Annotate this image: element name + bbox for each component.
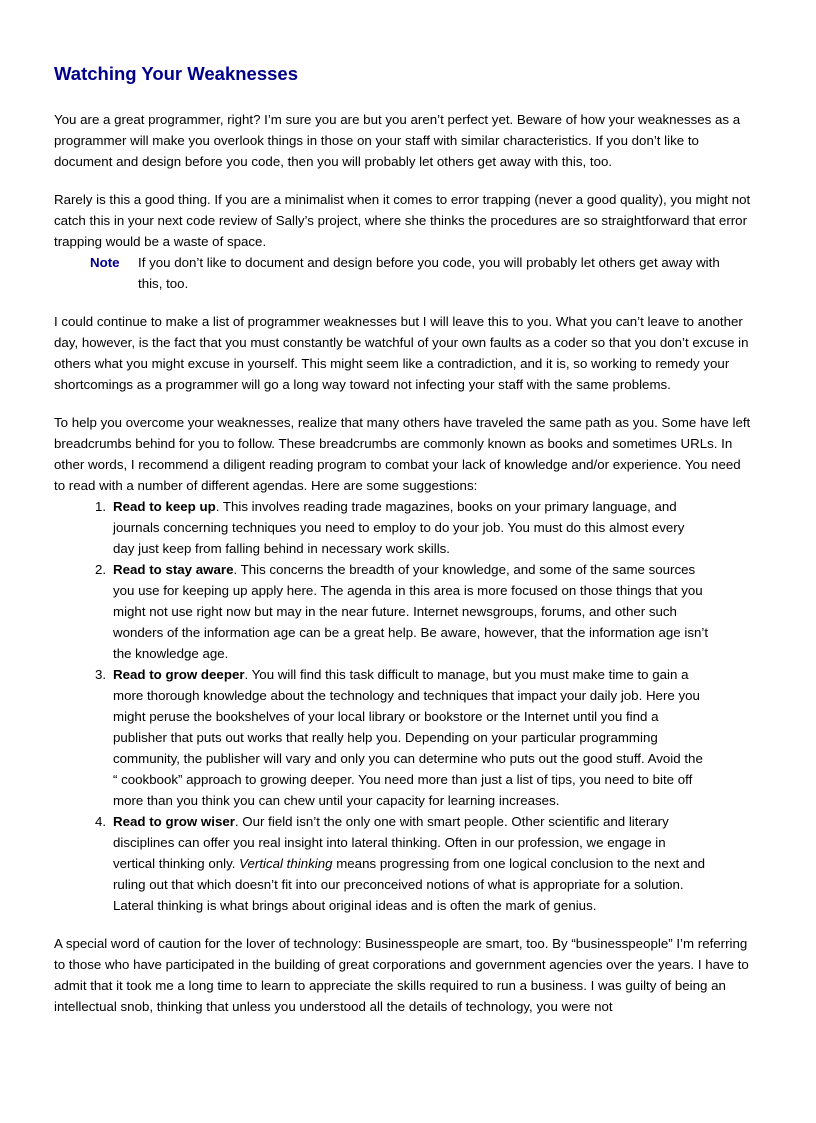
list-item-text: . This involves reading trade magazines, books on your primary language, and journals concerning techniques you need to employ to do your job. You must do this almost every day just keep from falling behind in necessary work skills.	[113, 499, 685, 556]
list-item-number: 1.	[95, 499, 107, 514]
list-item-body	[113, 496, 709, 559]
paragraph-weaknesses-list: I could continue to make a list of programmer weaknesses but I will leave this to you. What you can’t leave to another day, however, is the fact that you must constantly be watchful of your own faults as a coder so that you don’t excuse in others what you might excuse in yourself. This might seem like a contradiction, and it is, so working to remedy your shortcomings as a programmer will go a long way toward not infecting your staff with the same problems.	[54, 314, 749, 392]
list-item	[54, 559, 754, 664]
list-item-body	[113, 811, 709, 916]
list-item-body	[113, 664, 709, 811]
note-label: Note	[90, 255, 120, 270]
reading-agenda-list	[54, 496, 754, 916]
list-item-heading: Read to keep up	[113, 499, 216, 514]
list-item-number: 3.	[95, 667, 107, 682]
paragraph-reading-program: To help you overcome your weaknesses, realize that many others have traveled the same path as you. Some have left breadcrumbs behind for you to follow. These breadcrumbs are commonly known as books and sometimes URLs. In other words, I recommend a diligent reading program to combat your lack of knowledge and/or experience. You need to read with a number of different agendas. Here are some suggestions:	[54, 415, 751, 493]
note-text: If you don’t like to document and design before you code, you will probably let others get away with this, too.	[138, 255, 720, 291]
list-item-number: 2.	[95, 562, 107, 577]
list-item-number: 4.	[95, 814, 107, 829]
list-item-heading: Read to grow deeper	[113, 667, 245, 682]
list-item-text-after-italic: means progressing from one logical conclusion to the next and ruling out that which doesn’t fit into our preconceived notions of what is appropriate for a solution. Lateral thinking is what brings about original ideas and is often the mark of genius.	[113, 856, 706, 913]
list-item	[54, 811, 754, 916]
list-item	[54, 664, 754, 811]
page-title: Watching Your Weaknesses	[54, 63, 299, 84]
document-page	[54, 62, 754, 1034]
list-item-heading: Read to stay aware	[113, 562, 234, 577]
paragraph-business-caution: A special word of caution for the lover of technology: Businesspeople are smart, too. By “businesspeople” I’m referring to those who have participated in the building of great corporations and government agencies over the years. I have to admit that it took me a long time to learn to appreciate the skills required to run a business. I was guilty of being an intellectual snob, thinking that unless you understood all the details of technology, you were not	[54, 936, 749, 1014]
note-callout	[54, 252, 754, 294]
list-item-italic-term: Vertical thinking	[239, 856, 333, 871]
paragraph-intro: You are a great programmer, right? I’m sure you are but you aren’t perfect yet. Beware of how your weaknesses as a programmer will make you overlook things in those on your staff with similar characteristics. If you don’t like to document and design before you code, then you will probably let others get away with this, too.	[54, 112, 741, 169]
list-item	[54, 496, 754, 559]
list-item-body	[113, 559, 709, 664]
list-item-text: . You will find this task difficult to manage, but you must make time to gain a more thorough knowledge about the technology and techniques that impact your daily job. Here you might peruse the bookshelves of your local library or bookstore or the Internet until you find a publisher that puts out works that really help you. Depending on your particular programming community, the publisher will vary and only you can determine who puts out the good stuff. Avoid the “ cookbook” approach to growing deeper. You need more than just a list of tips, you need to bite off more than you think you can chew until your capacity for learning increases.	[113, 667, 703, 808]
list-item-text-before-italic: . Our field isn’t the only one with smart people. Other scientific and literary disciplines can offer you real insight into lateral thinking. Often in our profession, we engage in vertical thinking only.	[113, 814, 669, 871]
list-item-heading: Read to grow wiser	[113, 814, 235, 829]
list-item-text: . This concerns the breadth of your knowledge, and some of the same sources you use for keeping up apply here. The agenda in this area is more focused on those things that you might not use right now but may in the near future. Internet newsgroups, forums, and other such wonders of the information age can be a great help. Be aware, however, that the information age isn’t the knowledge age.	[113, 562, 709, 661]
paragraph-error-trapping: Rarely is this a good thing. If you are a minimalist when it comes to error trapping (never a good quality), you might not catch this in your next code review of Sally’s project, where she thinks the procedures are so straightforward that error trapping would be a waste of space.	[54, 192, 751, 249]
